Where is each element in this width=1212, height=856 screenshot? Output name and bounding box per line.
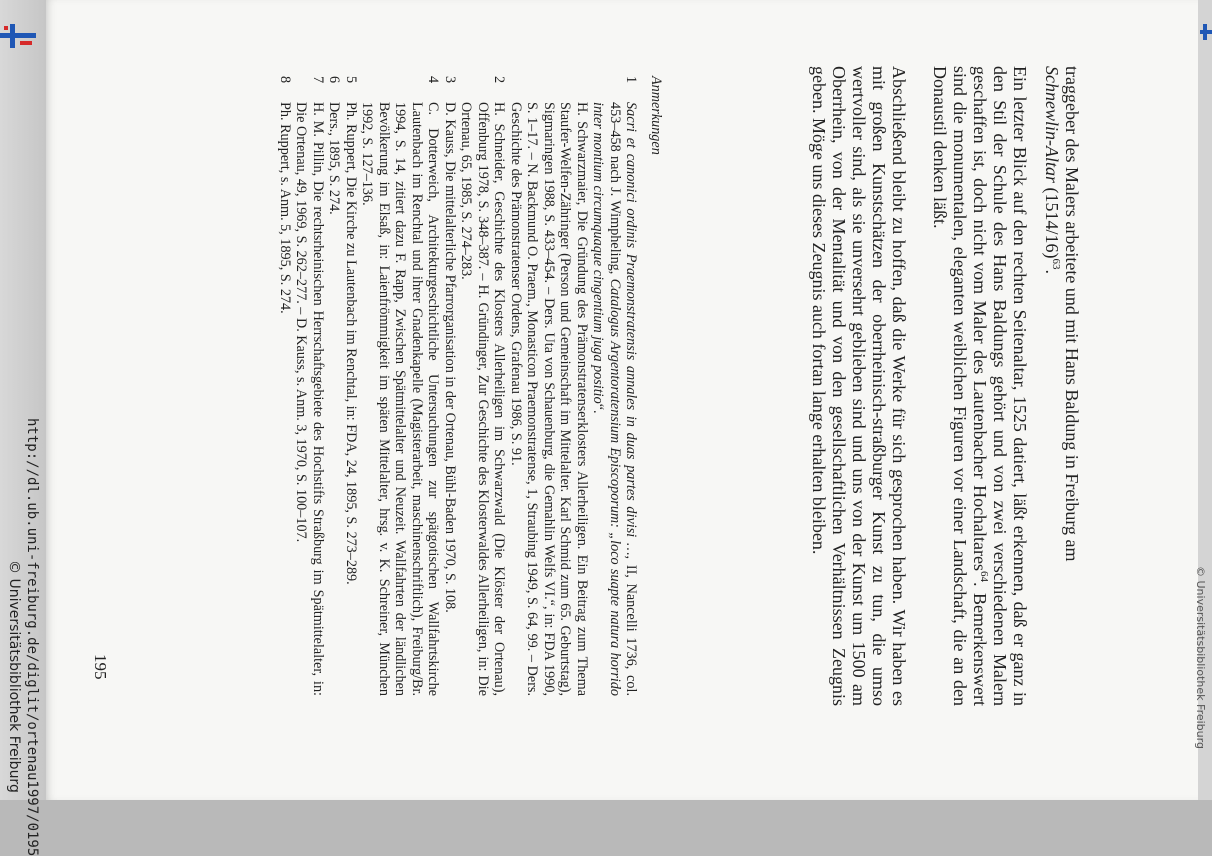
- footnote-text: Ph. Ruppert, s. Anm. 5, 1895, S. 274.: [277, 102, 293, 314]
- paragraph-1-line-1: traggeber des Malers arbeitete und mit Hans Baldung in Freiburg am: [1062, 66, 1082, 562]
- footnote-text: Ders., 1895, S. 274.: [326, 102, 343, 215]
- footnote-item: [508, 76, 591, 696]
- footnote-number: 1: [623, 76, 640, 84]
- footnote-item: [442, 76, 459, 696]
- footnote-item: [590, 76, 640, 696]
- footnote-text: C. Dotterweich, Architekturgeschichtliche Untersuchungen zur spätgotischen Wallfahrtskirche Lautenbach im Renchtal und ihrer Gnadenkapelle (Magisterarbeit, maschinenschriftlich), Freiburg/Br. 1994, S. 14, zitiert dazu F. Rapp, Zwischen Spätmittelalter und Neuzeit. Wallfahrten der ländlichen Bevölkerung im Elsaß, in: Laienfrömmigkeit im späten Mittelalter, hrsg. v. K. Schreiner, München 1992, S. 127–136.: [359, 102, 442, 696]
- footnote-text: H. Schneider, Geschichte des Klosters Allerheiligen im Schwarzwald (Die Klöster der Ortenau), Offenburg 1978, S. 348–387. – H. Gründinger, Zur Geschichte des Klosterwaldes Allerheiligen, in: Die Ortenau, 65, 1985, S. 274–283.: [458, 102, 508, 696]
- footnotes-section: [277, 76, 665, 696]
- footnote-number: 5: [343, 76, 359, 84]
- footnote-number: [508, 76, 591, 102]
- footnote-ref-64: 64: [978, 571, 990, 583]
- footnote-text: H. M. Pillin, Die rechtsrheinischen Herrschaftsgebiete des Hochstifts Straßburg im Spätmittelalter, in: Die Ortenau, 49, 1969, S. 262–277. – D. Kauss, s. Anm. 3, 1970, S. 100–107.: [293, 102, 326, 696]
- footnote-number: 3: [442, 76, 458, 84]
- footnote-text: H. Schwarzmaier, Die Gründung des Prämonstratenserklosters Allerheiligen. Ein Beitrag zum Thema Staufer-Welfen-Zähringer (Person und Gemeinschaft im Mittelalter. Karl Schmid zum 65. Geburtstag), Sigmaringen 1988, S. 433–454. – Ders. Uta von Schauenburg, die Gemahlin Welfs VI.“, in: FDA 1990, S. 1–17. – N. Backmund O. Praem., Monasticon Praemonstratense, 1, Straubing 1949, S. 64, 99. – Ders. Geschichte des Prämonstratenser Ordens, Grafenau 1986, S. 91.: [508, 102, 590, 696]
- footnote-italic: Catalogus Argentoratensium Episcoporum: „loco suapte natura horrido inter montium circumquaque cingentium juga positio: [590, 102, 623, 697]
- footnote-ref-63: 63: [1050, 258, 1062, 270]
- footnote-italic: Sacri et canonici ordinis Praemonstratensis annales in duas partes divisi …: [623, 102, 640, 556]
- main-body-text: [809, 66, 1082, 706]
- footnote-text-part: “.: [590, 403, 607, 414]
- paragraph-2-text-a: Ein letzter Blick auf den rechten Seitenaltar, 1525 datiert, läßt erkennen, daß er ganz in den Stil der Schule des Hans Baldungs gehört und von zwei verschiedenen Malern geschaffen ist, doch nicht vom Maler des Lautenbacher Hochaltares: [970, 66, 1030, 706]
- footnote-item: [343, 76, 360, 696]
- footnotes-heading: Anmerkungen: [648, 76, 664, 155]
- source-url[interactable]: http://dl.ub.uni-freiburg.de/diglit/ortenau1997/0195: [24, 418, 40, 856]
- footnote-text: Ph. Ruppert, Die Kirche zu Lautenbach im Renchtal, in: FDA, 24, 1895, S. 273–289.: [343, 102, 359, 585]
- library-logo-icon-right: [1200, 24, 1212, 42]
- paragraph-1-end: .: [1042, 269, 1062, 274]
- footnote-item: [293, 76, 326, 696]
- library-logo-icon: [0, 24, 36, 48]
- footnote-number: 6: [326, 76, 343, 84]
- paragraph-2: [930, 66, 1030, 706]
- paragraph-3: Abschließend bleibt zu hoffen, daß die Werke für sich gesprochen haben. Wir haben es mit großen Kunstschätzen der oberrheinisch-straßburger Kunst zu tun, die umso wertvoller sind, als sie unversehrt geblieben sind und uns von der Kunst um 1500 am Oberrhein, von der Mentalität und von den gesellschaftlichen Verhältnissen Zeugnis geben. Möge uns dieses Zeugnis auch fortan lange erhalten bleiben.: [809, 66, 909, 706]
- footnote-item: [458, 76, 508, 696]
- artwork-title: Schnewlin-Altar: [1042, 66, 1062, 183]
- footnote-number: 7: [310, 76, 326, 84]
- artwork-date: (1514/16): [1042, 182, 1062, 259]
- footnote-text: D. Kauss, Die mittelalterliche Pfarrorganisation in der Ortenau, Bühl-Baden 1970, S. 108.: [442, 102, 458, 613]
- footnote-text-part: , II, Nancelli 1736, col. 453–458 nach J. Wimpheling,: [607, 102, 640, 696]
- footnote-number: 2: [491, 76, 508, 84]
- footnote-number: 8: [277, 76, 293, 84]
- footnote-text: [590, 102, 640, 696]
- paragraph-2-text-b: . Bemerkenswert sind die monumentalen, eleganten weiblichen Figuren vor einer Landschaft, die an den Donaustil denken läßt.: [930, 66, 990, 706]
- footnote-item: [359, 76, 442, 696]
- copyright-notice: © Universitätsbibliothek Freiburg: [6, 560, 22, 793]
- cropped-header-text: © Universitätsbibliothek Freiburg: [1194, 566, 1207, 749]
- footnote-item: [277, 76, 294, 696]
- footnote-item: [326, 76, 343, 696]
- paragraph-1: [1042, 66, 1082, 706]
- footnote-number: 4: [425, 76, 442, 84]
- page-number: 195: [91, 654, 110, 680]
